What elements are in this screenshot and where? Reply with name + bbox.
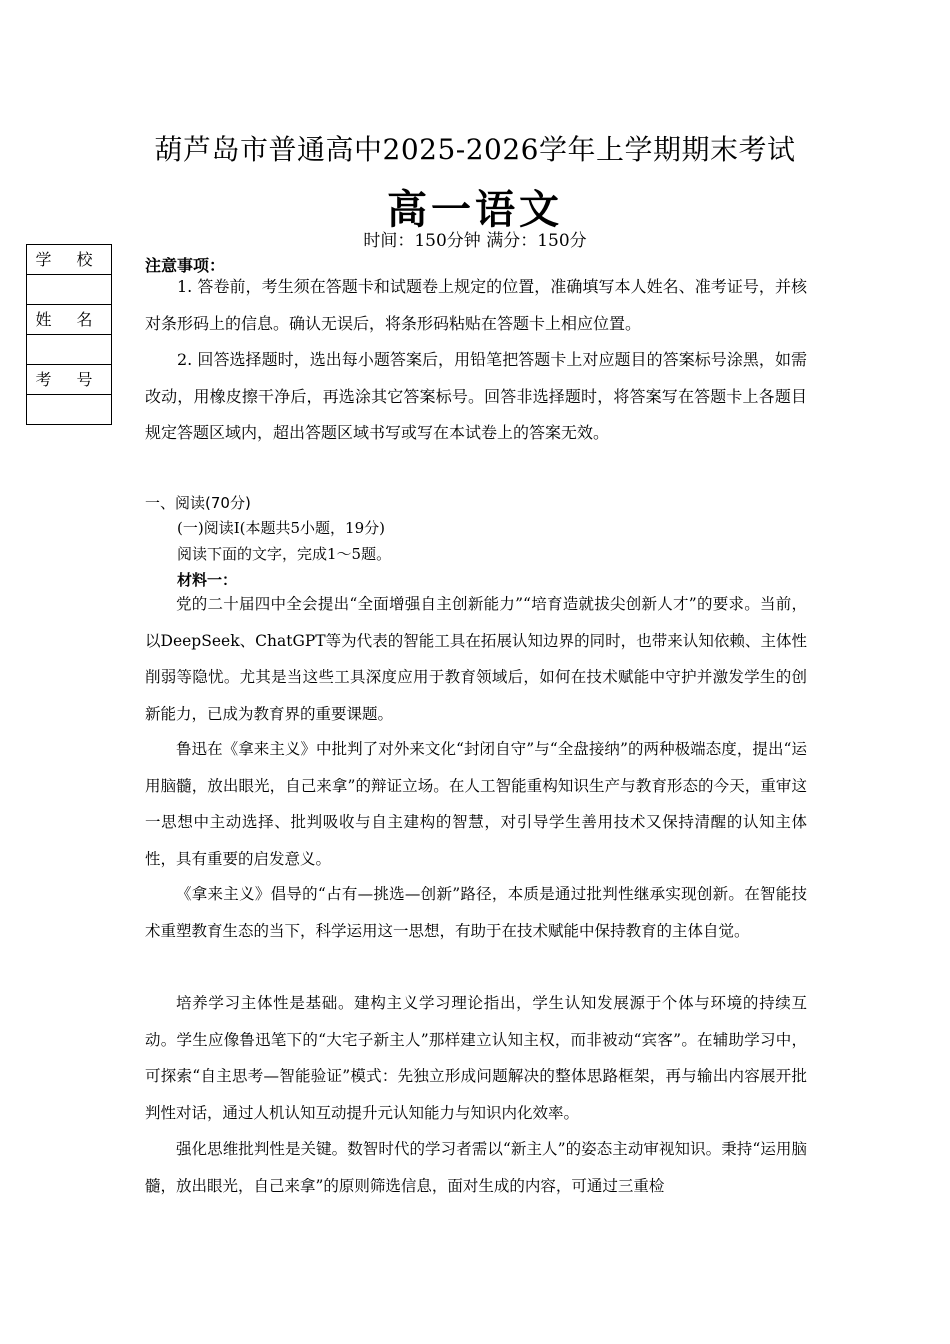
instruction: 阅读下面的文字，完成1～5题。 <box>177 545 392 563</box>
material-paragraph: 鲁迅在《拿来主义》中批判了对外来文化“封闭自守”与“全盘接纳”的两种极端态度，提出“运用脑髓，放出眼光，自己来拿”的辩证立场。在人工智能重构知识生产与教育形态的今天，重审这一思想中主动选择、批判吸收与自主建构的智慧，对引导学生善用技术又保持清醒的认知主体性，具有重要的启发意义。 <box>145 740 807 868</box>
exam-number-label: 考 号 <box>27 365 111 395</box>
material-paragraph: 强化思维批判性是关键。数智时代的学习者需以“新主人”的姿态主动审视知识。秉持“运用脑髓，放出眼光，自己来拿”的原则筛选信息，面对生成的内容，可通过三重检 <box>145 1140 807 1195</box>
school-field[interactable] <box>27 275 111 305</box>
notice-item: 1. 答卷前，考生须在答题卡和试题卷上规定的位置，准确填写本人姓名、准考证号，并核对条形码上的信息。确认无误后，将条形码粘贴在答题卡上相应位置。 <box>145 277 807 333</box>
material-paragraph: 党的二十届四中全会提出“全面增强自主创新能力”“培育造就拔尖创新人才”的要求。当前，以DeepSeek、ChatGPT等为代表的智能工具在拓展认知边界的同时，也带来认知依赖、主体性削弱等隐忧。尤其是当这些工具深度应用于教育领域后，如何在技术赋能中守护并激发学生的创新能力，已成为教育界的重要课题。 <box>145 595 807 723</box>
part-heading: (一)阅读Ⅰ(本题共5小题，19分) <box>177 519 385 537</box>
exam-number-field[interactable] <box>27 395 111 424</box>
name-label: 姓 名 <box>27 305 111 335</box>
material-paragraph: 培养学习主体性是基础。建构主义学习理论指出，学生认知发展源于个体与环境的持续互动。学生应像鲁迅笔下的“大宅子新主人”那样建立认知主权，而非被动“宾客”。在辅助学习中，可探索“自主思考—智能验证”模式：先独立形成问题解决的整体思路框架，再与输出内容展开批判性对话，通过人机认知互动提升元认知能力与知识内化效率。 <box>145 994 807 1122</box>
material-paragraph: 《拿来主义》倡导的“占有—挑选—创新”路径，本质是通过批判性继承实现创新。在智能技术重塑教育生态的当下，科学运用这一思想，有助于在技术赋能中保持教育的主体自觉。 <box>145 885 807 940</box>
exam-meta: 时间：150分钟 满分：150分 <box>363 231 587 251</box>
notice-item: 2. 回答选择题时，选出每小题答案后，用铅笔把答题卡上对应题目的答案标号涂黑，如需改动，用橡皮擦干净后，再选涂其它答案标号。回答非选择题时，将答案写在答题卡上各题目规定答题区域内，超出答题区域书写或写在本试卷上的答案无效。 <box>145 350 807 442</box>
notice-heading: 注意事项： <box>145 256 226 275</box>
section-heading: 一、阅读(70分) <box>145 494 251 512</box>
school-label: 学 校 <box>27 245 111 275</box>
student-info-box <box>26 244 112 425</box>
subject-title: 高一语文 <box>387 186 563 233</box>
material-label: 材料一： <box>177 571 238 589</box>
name-field[interactable] <box>27 335 111 365</box>
exam-title: 葫芦岛市普通高中2025-2026学年上学期期末考试 <box>154 133 796 166</box>
